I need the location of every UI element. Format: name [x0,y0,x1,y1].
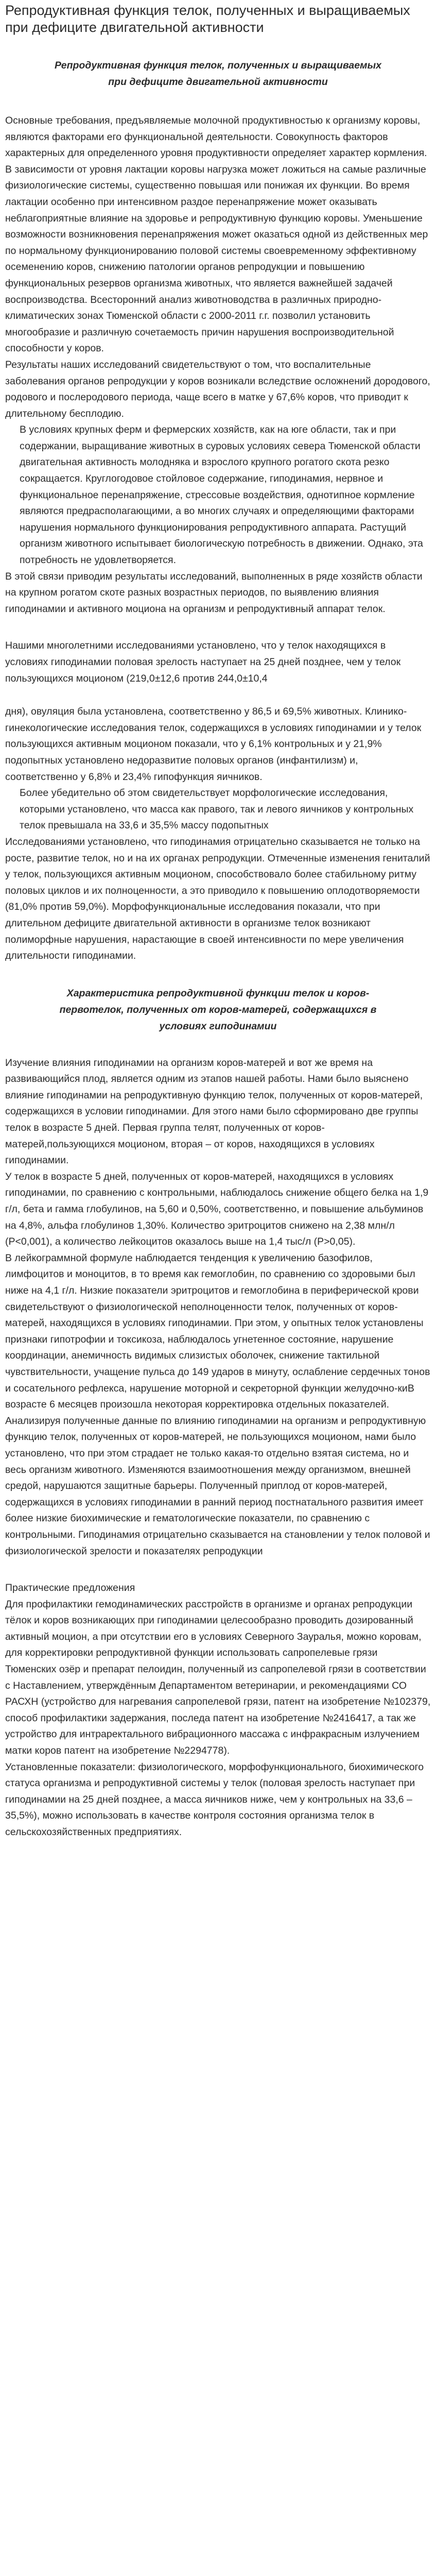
section-heading-practical-proposals: Практические предложения [5,1582,135,1594]
document-title: Репродуктивная функция телок, полученных и выращиваемых при дефиците двигательной активности [5,3,410,35]
section-title-characteristics: Характеристика репродуктивной функции телок и коров-первотелок, полученных от коров-матерей, содержащихся в условиях гиподинамии [59,987,377,1032]
paragraph: Результаты наших исследований свидетельствуют о том, что воспалительные заболевания органов репродукции у коров возникали вследствие осложнений дородового, родового и послеродового периода, чаще всего в матке у 67,6% коров, что приводит к длительному бесплодию. [5,359,430,419]
paragraph: Анализируя полученные данные по влиянию гиподинамии на организм и репродуктивную функцию телок, полученных от коров-матерей, не пользующихся моционом, нами было установлено, что при этом страдает не только какая-то отдельно взятая система, но и весь организм животного. Изменяются взаимоотношения между организмом, внешней средой, нарушаются защитные барьеры. Полученный приплод от коров-матерей, содержащихся в условиях гиподинамии в ранний период постнатального развития имеет более низкие биохимические и гематологические показатели, по сравнению с контрольными. Гиподинамия отрицательно сказывается на становлении у телок половой и физиологической зрелости и показателях репродукции [5,1415,430,1557]
section-body-intro [5,113,431,617]
paragraph: Установленные показатели: физиологического, морфофункционального, биохимического статуса организма и репродуктивной системы у телок (половая зрелость наступает при гиподинамии на 25 дней позднее, а масса яичников ниже, чем у контрольных на 33,6 – 35,5%), можно использовать в качестве контроля состояния организма телок в сельскохозяйственных предприятиях. [5,1761,424,1838]
document-page [0,2,436,1841]
paragraph: В условиях крупных ферм и фермерских хозяйств, как на юге области, так и при содержании, выращивание животных в суровых условиях севера Тюменской области двигательная активность молодняка и взрослого крупного рогатого скота резко сокращается. Круглогодовое стойловое содержание, гиподинамия, нервное и функциональное перенапряжение, стрессовые воздействия, однотипное кормление являются предрасполагающими, а во многих случаях и определяющими факторами нарушения нормального функционирования репродуктивного аппарата. Растущий организм животного испытывает биологическую потребность в движении. Однако, эта потребность не удовлетворяется. [20,424,423,566]
paragraph: Для профилактики гемодинамических расстройств в организме и органах репродукции тёлок и коров возникающих при гиподинамии целесообразно проводить дозированный активный моцион, а при отсутствии его в условиях Северного Зауралья, можно коровам, для корректировки репродуктивной функции использовать сапропелевые грязи Тюменских озёр и препарат пелоидин, полученный из сапропелевой грязи в соответствии с Наставлением, утверждённым Департаментом ветеринарии, и рекомендациями СО РАСХН (устройство для нагревания сапропелевой грязи, патент на изобретение №102379, способ профилактики задержания, последа патент на изобретение №2416417, а так же устройство для интраректального вибрационного массажа с инфракрасным излучением матки коров патент на изобретение №2294778). [5,1598,431,1757]
paragraph: В лейкограммной формуле наблюдается тенденция к увеличению базофилов, лимфоцитов и моноцитов, в то время как гемоглобин, по сравнению со здоровыми был ниже на 4,1 г/л. Низкие показатели эритроцитов и гемоглобина в периферической крови свидетельствуют о физиологической неполноценности телок, полученных от коров-матерей, находящихся в условиях гиподинамии. При этом, у опытных телок установлены признаки гипотрофии и токсикоза, наблюдалось угнетенное состояние, нарушение координации, анемичность видимых слизистых оболочек, снижение тактильной чувствительности, учащение пульса до 149 ударов в минуту, ослабление сердечных тонов и сосательного рефлекса, нарушение моторной и секреторной функции желудочно-киВ возрасте 6 месяцев произошла некоторая корректировка отдельных показателей. [5,1252,430,1411]
section-body-results [5,638,431,964]
paragraph: В этой связи приводим результаты исследований, выполненных в ряде хозяйств области на крупном рогатом скоте разных возрастных периодов, по выявлению влияния гиподинамии и активного моциона на организм и репродуктивный аппарат телок. [5,570,423,615]
paragraph: Нашими многолетними исследованиями установлено, что у телок находящихся в условиях гиподинамии половая зрелость наступает на 25 дней позднее, чем у телок пользующихся моционом (219,0±12,6 против 244,0±10,4 [5,640,401,684]
section-body-practical-proposals [5,1580,431,1841]
section-body-characteristics [5,1055,431,1560]
paragraph: Изучение влияния гиподинамии на организм коров-матерей и вот же время на развивающийся плод, является одним из этапов нашей работы. Нами было выяснено влияние гиподинамии на репродуктивную функцию телок, полученных от коров-матерей, содержащихся в условии гиподинамии. Для этого нами было сформировано две группы телок в возрасте 5 дней. Первая группа телят, полученных от коров-матерей,пользующихся моционом, вторая – от коров, находящихся в условиях гиподинамии. [5,1057,423,1166]
paragraph: Основные требования, предъявляемые молочной продуктивностью к организму коровы, являются факторами его функциональной деятельности. Совокупность факторов характерных для определенного уровня продуктивности определяет характер кормления. В зависимости от уровня лактации коровы нагрузка может ложиться на самые различные физиологические системы, существенно повышая или понижая их функции. Во время лактации особенно при интенсивном раздое перенапряжение может оказывать неблагоприятные влияние на здоровье и репродуктивную функцию коровы. Уменьшение возможности возникновения перенапряжения может оказаться одной из действенных мер по нормальному функционированию половой системы своевременному эффективному осеменению коров, снижению патологии органов репродукции и повышению функциональных резервов организма животных, что является важнейшей задачей воспроизводства. Всесторонний анализ животноводства в различных природно-климатических зонах Тюменской области с 2000-2011 г.г. позволил установить многообразие и различную сочетаемость причин нарушения воспроизводительной способности у коров. [5,115,428,354]
paragraph: Более убедительно об этом свидетельствует морфологические исследования, которыми установлено, что масса как правого, так и левого яичников у контрольных телок превышала на 33,6 и 35,5% массу подопытных [20,787,414,832]
section-title-reproductive-function: Репродуктивная функция телок, полученных и выращиваемых при дефиците двигательной активности [54,60,382,88]
paragraph: Исследованиями установлено, что гиподинамия отрицательно сказывается не только на росте, развитие телок, но и на их органах репродукции. Отмеченные изменения гениталий у телок, пользующихся активным моционом, способствовало более стабильному ритму половых циклов и их полноценности, а это приводило к повышению оплодотворяемости (81,0% против 59,0%). Морфофункциональные исследования показали, что при длительном дефиците двигательной активности в организме телок возникают полиморфные нарушения, нарастающие в своей интенсивности по мере увеличения длительности гиподинамии. [5,836,430,962]
paragraph: У телок в возрасте 5 дней, полученных от коров-матерей, находящихся в условиях гиподинамии, по сравнению с контрольными, наблюдалось снижение общего белка на 1,9 г/л, бета и гамма глобулинов, на 5,60 и 0,50%, соответственно, и повышение альбуминов на 4,8%, альфа глобулинов 1,30%. Количество эритроцитов снижено на 2,38 млн/л (P<0,001), а количество лейкоцитов оказалось выше на 1,4 тыс/л (P>0,05). [5,1171,429,1248]
spacer [5,687,431,704]
paragraph: дня), овуляция была установлена, соответственно у 86,5 и 69,5% животных. Клинико-гинекологические исследования телок, содержащихся в условиях гиподинамии и у телок пользующихся активным моционом показали, что у 6,1% контрольных и у 21,9% подопытных установлено недоразвитие половых органов (инфантилизм) и, соответственно у 6,8% и 23,4% гипофункция яичников. [5,706,422,783]
